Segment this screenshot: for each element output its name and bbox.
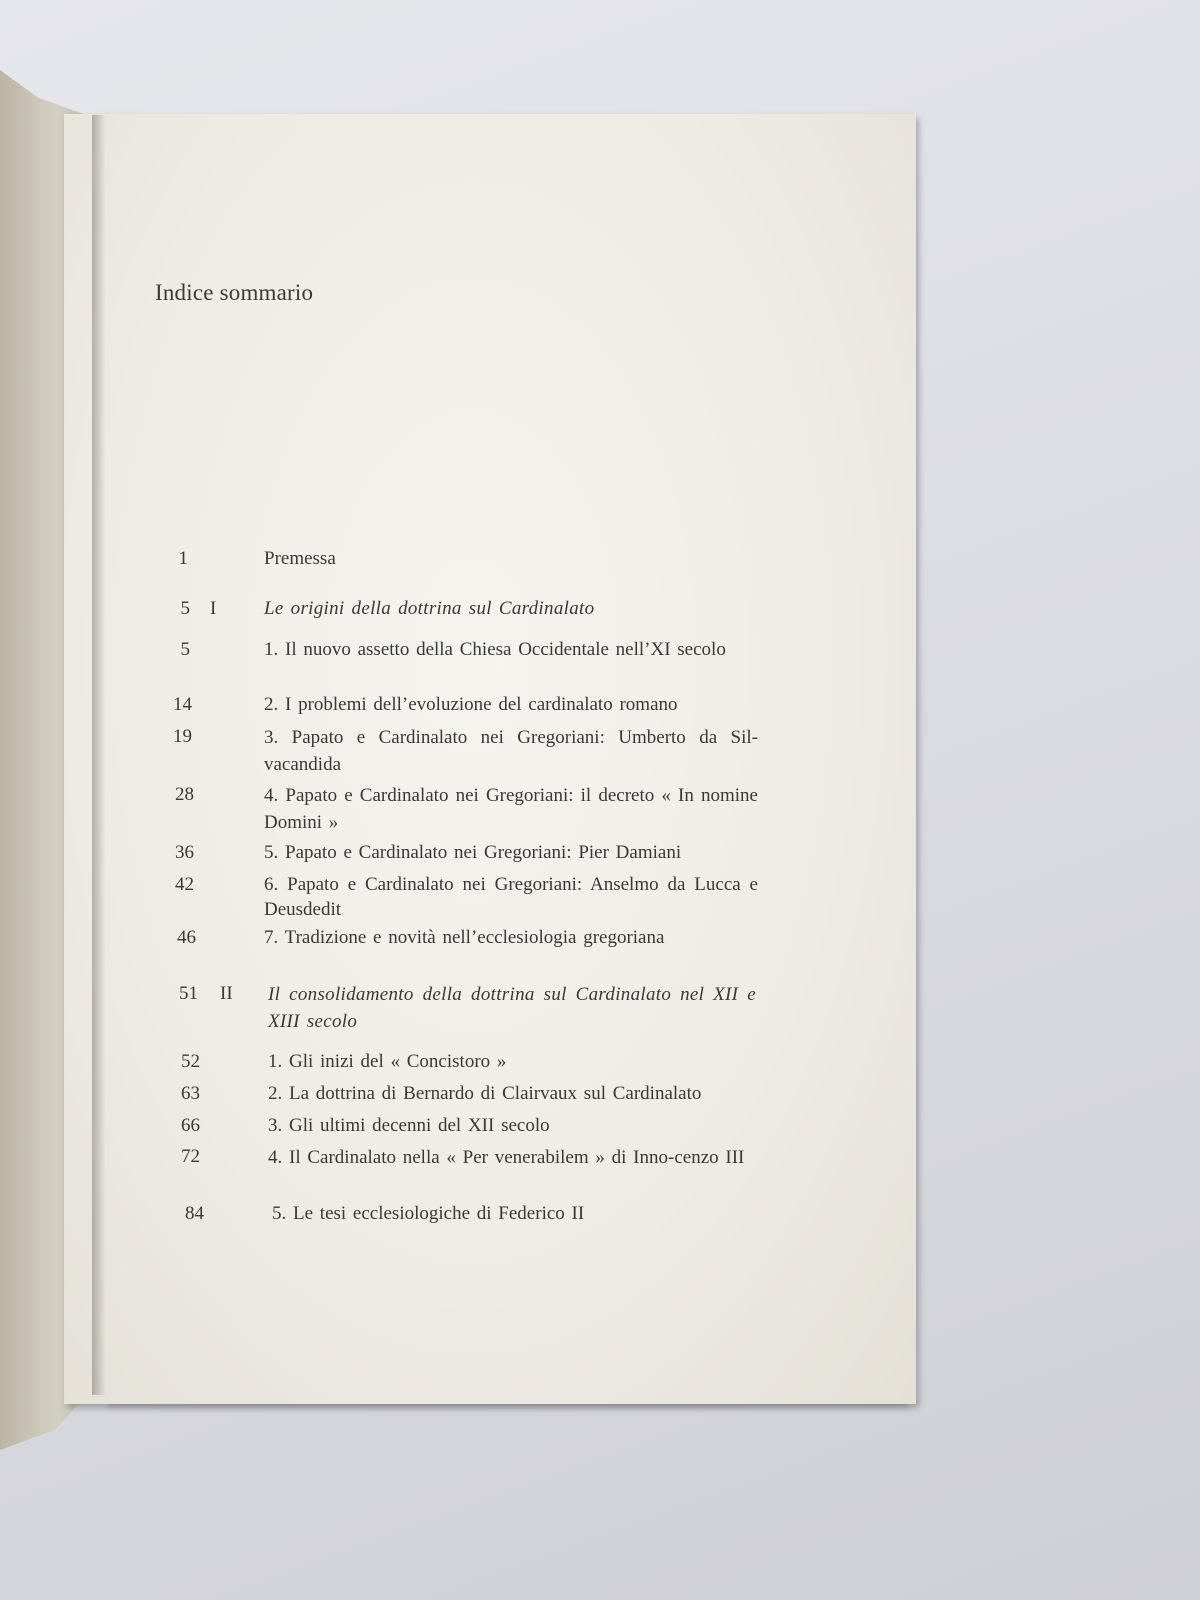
toc-entry-text: 4. Papato e Cardinalato nei Gregoriani: il decreto « In nomine Domini » — [264, 785, 758, 833]
toc-page-number: 51 — [179, 983, 198, 1004]
gutter-shadow — [92, 115, 106, 1395]
toc-entry-text: 3. Gli ultimi decenni del XII secolo — [268, 1115, 550, 1136]
toc-page-number: 1 — [178, 548, 188, 569]
toc-page-number: 5 — [180, 639, 190, 660]
toc-page-number: 84 — [185, 1203, 204, 1224]
toc-chapter-title: Le origini della dottrina sul Cardinalato — [264, 598, 595, 619]
toc-entry-text: 4. Il Cardinalato nella « Per venerabilem » di Inno-cenzo III — [268, 1147, 745, 1168]
toc-page-number: 14 — [173, 694, 192, 715]
toc-entry-text: 2. La dottrina di Bernardo di Clairvaux sul Cardinalato — [268, 1083, 702, 1104]
toc-page-number: 46 — [177, 927, 196, 948]
toc-entry-text: 6. Papato e Cardinalato nei Gregoriani: Anselmo da Lucca e Deusdedit — [264, 874, 758, 920]
toc-entry-text: 1. Gli inizi del « Concistoro » — [268, 1051, 507, 1072]
toc-page-number: 42 — [175, 874, 194, 895]
page-title: Indice sommario — [155, 280, 314, 305]
toc-page-number: 63 — [181, 1083, 200, 1104]
toc-page-number: 72 — [181, 1146, 200, 1167]
toc-page-number: 36 — [175, 842, 194, 863]
toc-entry-text: 5. Papato e Cardinalato nei Gregoriani: Pier Damiani — [264, 842, 682, 863]
toc-chapter-numeral: II — [220, 983, 233, 1004]
toc-entry-text: 1. Il nuovo assetto della Chiesa Occidentale nell’XI secolo — [264, 639, 726, 660]
toc-entry-text: 5. Le tesi ecclesiologiche di Federico II — [272, 1203, 585, 1224]
toc-entry-text: 2. I problemi dell’evoluzione del cardinalato romano — [264, 694, 678, 715]
toc-page-number: 19 — [173, 726, 192, 747]
toc-page-number: 5 — [180, 598, 190, 619]
toc-chapter-title: Il consolidamento della dottrina sul Cardinalato nel XII e XIII secolo — [268, 984, 756, 1032]
toc-entry-text: Premessa — [264, 548, 336, 569]
table-of-contents — [64, 114, 916, 1404]
toc-entry-text: 3. Papato e Cardinalato nei Gregoriani: Umberto da Sil-vacandida — [264, 727, 758, 775]
toc-page-number: 52 — [181, 1051, 200, 1072]
toc-chapter-numeral: I — [210, 598, 217, 619]
toc-page-number: 28 — [175, 784, 194, 805]
toc-entry-text: 7. Tradizione e novità nell’ecclesiologia gregoriana — [264, 927, 665, 948]
book-page — [64, 114, 916, 1404]
toc-page-number: 66 — [181, 1115, 200, 1136]
